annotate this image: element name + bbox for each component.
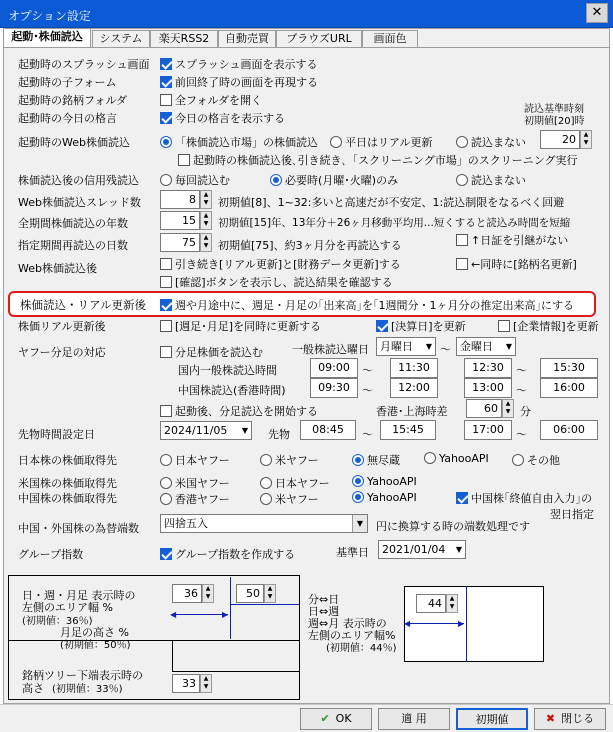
group-label: グループ指数 bbox=[18, 548, 84, 561]
us-source-label: 米国株の株価取得先 bbox=[18, 477, 117, 490]
web-opt-realtime[interactable]: 平日はリアル更新 bbox=[330, 134, 433, 150]
yahoo-label: ヤフー分足の対応 bbox=[18, 346, 106, 359]
checkbox-icon bbox=[498, 320, 510, 332]
height-divider bbox=[231, 604, 299, 605]
tz-input[interactable]: 60 bbox=[466, 399, 502, 418]
width-divider bbox=[230, 577, 231, 639]
checkbox-icon bbox=[160, 58, 172, 70]
ok-button[interactable]: ✔ OK bbox=[300, 708, 372, 730]
ref-time-spinner[interactable]: ▲ ▼ bbox=[580, 130, 592, 149]
days-note: 初期値[75]、約3ヶ月分を再読込する bbox=[218, 239, 402, 252]
chevron-down-icon: ▼ bbox=[425, 342, 432, 351]
radio-icon bbox=[456, 136, 468, 148]
minute-checkbox[interactable]: 分足株価を読込む bbox=[160, 344, 263, 360]
right-width-spinner[interactable]: ▲ ▼ bbox=[446, 594, 458, 613]
close-icon: ✖ bbox=[545, 712, 556, 725]
years-label: 全期間株価読込の年数 bbox=[18, 217, 128, 230]
radio-icon bbox=[330, 136, 342, 148]
checkbox-icon bbox=[160, 94, 172, 106]
arrow-left-icon: ◀ bbox=[404, 619, 411, 628]
monthly-height-input[interactable]: 50 bbox=[236, 584, 264, 603]
right-divider bbox=[466, 586, 467, 662]
tab-startup[interactable]: 起動･株価読込 bbox=[3, 28, 91, 48]
partial-company-checkbox[interactable]: [企業情報]を更新 bbox=[498, 318, 599, 334]
tree-height-default: (初期値：33％) bbox=[52, 684, 123, 695]
right-line2: 日⇔週 bbox=[308, 605, 340, 618]
base-date-label: 基準日 bbox=[336, 546, 369, 559]
window-close-button[interactable]: ✕ bbox=[586, 3, 608, 23]
window-title: オプション設定 bbox=[8, 9, 91, 23]
right-default: (初期値：44％) bbox=[326, 643, 397, 654]
right-line1: 分⇔日 bbox=[308, 593, 340, 606]
monthly-height-label: 月足の高さ % bbox=[60, 626, 129, 639]
domestic-time-1[interactable]: 09:00 bbox=[310, 358, 358, 378]
tilde: ～ bbox=[362, 428, 373, 441]
ref-time-label: 読込基準時刻 bbox=[524, 104, 584, 115]
after-realtime-checkbox[interactable]: 引き続き[リアル更新]と[財務データ更新]する bbox=[160, 256, 401, 272]
checkbox-icon bbox=[160, 346, 172, 358]
jp-src-yahoo-jp[interactable]: 日本ヤフー bbox=[160, 452, 230, 468]
day-inherit-checkbox[interactable]: ↑日証を引継がない bbox=[456, 232, 568, 248]
china-time-label: 中国株読込(香港時間) bbox=[178, 384, 286, 397]
partial-label: 株価リアル更新後 bbox=[18, 320, 106, 333]
tilde: ～ bbox=[362, 384, 373, 397]
chevron-down-icon: ▼ bbox=[241, 426, 248, 435]
radio-icon bbox=[512, 454, 524, 466]
cn-close-next-day: 翌日指定 bbox=[550, 508, 594, 521]
web-opt-market[interactable]: 「株価読込市場」の株価読込 bbox=[160, 134, 318, 150]
us-src-yahooapi[interactable]: YahooAPI bbox=[352, 475, 417, 488]
group-index-checkbox[interactable]: グループ指数を作成する bbox=[160, 546, 295, 562]
splash-checkbox[interactable]: スプラッシュ画面を表示する bbox=[160, 56, 318, 72]
chevron-down-icon: ▼ bbox=[505, 342, 512, 351]
credit-label: 株価読込後の信用残読込 bbox=[18, 174, 139, 187]
left-width-input[interactable]: 36 bbox=[172, 584, 202, 603]
tab-system[interactable]: システム bbox=[92, 30, 150, 47]
realtime-volume-checkbox[interactable]: 週や月途中に、週足・月足の｢出来高｣を｢1週間分・1ヶ月分の推定出来高｣にする bbox=[160, 297, 574, 313]
us-src-yahoo-us[interactable]: 米国ヤフー bbox=[160, 475, 230, 491]
checkbox-icon bbox=[160, 405, 172, 417]
monthly-height-spinner[interactable]: ▲ ▼ bbox=[264, 584, 276, 603]
right-line4: 左側のエリア幅% bbox=[308, 629, 396, 642]
tree-height-line2: 高さ bbox=[22, 682, 44, 695]
checkbox-icon bbox=[376, 320, 388, 332]
radio-icon bbox=[160, 174, 172, 186]
width-arrow-icon bbox=[174, 614, 228, 615]
realtime-label: 株価読込・リアル更新後 bbox=[20, 298, 147, 312]
tab-auto-trade[interactable]: 自動売買 bbox=[218, 30, 276, 47]
days-label: 指定期間再読込の日数 bbox=[18, 239, 128, 252]
title-bar bbox=[0, 0, 613, 28]
childform-label: 起動時の子フォーム bbox=[18, 76, 117, 89]
credit-opt-every[interactable]: 毎回読込む bbox=[160, 172, 230, 188]
right-width-input[interactable]: 44 bbox=[416, 594, 446, 613]
tree-height-line1: 銘柄ツリー下端表示時の bbox=[22, 669, 143, 682]
radio-icon bbox=[260, 454, 272, 466]
tilde: ～ bbox=[516, 364, 527, 377]
right-line3: 週⇔月 表示時の bbox=[308, 617, 387, 630]
futures-time-label: 先物 bbox=[268, 428, 290, 441]
cn-close-input-checkbox[interactable]: 中国株｢終値自由入力｣の bbox=[456, 490, 592, 506]
checkbox-icon bbox=[160, 76, 172, 88]
checkbox-icon bbox=[178, 154, 190, 166]
threads-note: 初期値[8]、1~32:多いと高速だが不安定、1:読込制限をなるべく回避 bbox=[218, 196, 565, 209]
radio-icon bbox=[160, 493, 172, 505]
screening-checkbox[interactable]: 起動時の株価読込後､引き続き､「スクリーニング市場」のスクリーニング実行 bbox=[178, 152, 578, 168]
radio-icon bbox=[352, 454, 364, 466]
tab-browse-url[interactable]: ブラウズURL bbox=[276, 30, 362, 47]
radio-icon bbox=[160, 454, 172, 466]
close-button[interactable]: ✖ 閉じる bbox=[534, 708, 606, 730]
cn-src-yahoo-us[interactable]: 米ヤフー bbox=[260, 491, 319, 507]
ref-time-input[interactable]: 20 bbox=[540, 130, 580, 149]
domestic-time-label: 国内一般株読込時間 bbox=[178, 364, 277, 377]
chevron-down-icon: ▼ bbox=[455, 545, 462, 554]
radio-icon bbox=[160, 136, 172, 148]
tz-label: 香港･上海時差 bbox=[376, 405, 448, 418]
jp-src-yahooapi[interactable]: YahooAPI bbox=[424, 452, 489, 465]
china-time-2[interactable]: 12:00 bbox=[390, 378, 438, 398]
partial-weekly-checkbox[interactable]: [週足･月足]を同時に更新する bbox=[160, 318, 321, 334]
futures-label: 先物時間設定日 bbox=[18, 428, 95, 441]
left-width-default: (初期値：36％) bbox=[22, 616, 93, 627]
ref-time-default: 初期値[20]時 bbox=[524, 116, 585, 127]
threads-spinner[interactable]: ▲ ▼ bbox=[200, 190, 212, 209]
credit-opt-none[interactable]: 読込まない bbox=[456, 172, 526, 188]
tz-unit: 分 bbox=[520, 405, 531, 418]
threads-label: Web株価読込スレッド数 bbox=[18, 196, 141, 209]
tree-height-spinner[interactable]: ▲ ▼ bbox=[200, 674, 212, 693]
china-time-4[interactable]: 16:00 bbox=[540, 378, 598, 398]
futures-time-4[interactable]: 06:00 bbox=[540, 420, 598, 440]
monthly-height-default: (初期値：50％) bbox=[60, 640, 131, 651]
tab-divider bbox=[3, 47, 610, 48]
domestic-time-3[interactable]: 12:30 bbox=[464, 358, 512, 378]
radio-icon bbox=[270, 174, 282, 186]
tilde: ～ bbox=[362, 364, 373, 377]
radio-icon bbox=[260, 477, 272, 489]
tab-screen-color[interactable]: 画面色 bbox=[362, 30, 418, 47]
fx-note: 円に換算する時の端数処理です bbox=[376, 520, 530, 533]
years-input[interactable]: 15 bbox=[160, 211, 200, 230]
domestic-time-4[interactable]: 15:30 bbox=[540, 358, 598, 378]
after-web-label: Web株価読込後 bbox=[18, 262, 97, 275]
arrow-right-icon: ▶ bbox=[222, 610, 229, 619]
domestic-time-2[interactable]: 11:30 bbox=[390, 358, 438, 378]
jp-source-label: 日本株の株価取得先 bbox=[18, 454, 117, 467]
days-spinner[interactable]: ▲ ▼ bbox=[200, 233, 212, 252]
checkbox-icon bbox=[456, 492, 468, 504]
us-src-yahoo-jp[interactable]: 日本ヤフー bbox=[260, 475, 330, 491]
threads-input[interactable]: 8 bbox=[160, 190, 200, 209]
fx-rounding-select[interactable]: 四捨五入 ▼ bbox=[160, 514, 368, 533]
base-date-select[interactable]: 2021/01/04 ▼ bbox=[378, 540, 466, 559]
arrow-left-icon: ◀ bbox=[170, 610, 177, 619]
radio-icon bbox=[160, 477, 172, 489]
weekday-tilde: ～ bbox=[440, 343, 451, 356]
credit-opt-needed[interactable]: 必要時(月曜･火曜)のみ bbox=[270, 172, 398, 188]
checkbox-icon bbox=[160, 276, 172, 288]
years-spinner[interactable]: ▲ ▼ bbox=[200, 211, 212, 230]
checkbox-icon bbox=[456, 234, 468, 246]
left-width-spinner[interactable]: ▲ ▼ bbox=[202, 584, 214, 603]
radio-icon bbox=[260, 493, 272, 505]
update-name-checkbox[interactable]: ←同時に[銘柄名更新] bbox=[456, 256, 577, 272]
checkbox-icon bbox=[456, 258, 468, 270]
left-width-line2: 左側のエリア幅 % bbox=[22, 601, 113, 614]
futures-time-1[interactable]: 08:45 bbox=[300, 420, 356, 440]
chevron-down-icon: ▼ bbox=[352, 515, 367, 532]
radio-icon bbox=[456, 174, 468, 186]
jp-src-mujinzo[interactable]: 無尽蔵 bbox=[352, 452, 400, 468]
folder-checkbox[interactable]: 全フォルダを開く bbox=[160, 92, 262, 108]
check-icon: ✔ bbox=[320, 712, 330, 725]
cn-src-yahooapi[interactable]: YahooAPI bbox=[352, 491, 417, 504]
motto-checkbox[interactable]: 今日の格言を表示する bbox=[160, 110, 285, 126]
checkbox-icon bbox=[160, 112, 172, 124]
years-note: 初期値[15]年、13年分＋26ヶ月移動平均用...短くすると読込み時間を短縮 bbox=[218, 217, 571, 229]
layout-preview-box bbox=[172, 640, 300, 672]
checkbox-icon bbox=[160, 258, 172, 270]
motto-label: 起動時の今日の格言 bbox=[18, 112, 117, 125]
futures-time-2[interactable]: 15:45 bbox=[380, 420, 436, 440]
futures-time-3[interactable]: 17:00 bbox=[464, 420, 512, 440]
checkbox-icon bbox=[160, 299, 172, 311]
right-arrow-icon bbox=[408, 623, 464, 624]
cn-src-yahoo-hk[interactable]: 香港ヤフー bbox=[160, 491, 230, 507]
tilde: ～ bbox=[516, 428, 527, 441]
splash-label: 起動時のスプラッシュ画面 bbox=[18, 58, 150, 71]
radio-icon bbox=[424, 452, 436, 464]
startup-minute-checkbox[interactable]: 起動後、分足読込を開始する bbox=[160, 403, 318, 419]
cn-source-label: 中国株の株価取得先 bbox=[18, 492, 117, 505]
weekday-to-select[interactable]: 金曜日 ▼ bbox=[456, 337, 516, 356]
jp-src-yahoo-us[interactable]: 米ヤフー bbox=[260, 452, 319, 468]
weekday-from-select[interactable]: 月曜日 ▼ bbox=[376, 337, 436, 356]
tz-spinner[interactable]: ▲ ▼ bbox=[502, 399, 514, 418]
web-startup-label: 起動時のWeb株価読込 bbox=[18, 136, 130, 149]
radio-icon bbox=[352, 491, 364, 503]
china-time-1[interactable]: 09:30 bbox=[310, 378, 358, 398]
tab-rakuten-rss[interactable]: 楽天RSS2 bbox=[150, 30, 218, 47]
apply-button[interactable]: 適 用 bbox=[378, 708, 450, 730]
futures-date-select[interactable]: 2024/11/05 ▼ bbox=[160, 421, 252, 440]
checkbox-icon bbox=[160, 320, 172, 332]
folder-label: 起動時の銘柄フォルダ bbox=[18, 94, 128, 107]
checkbox-icon bbox=[160, 548, 172, 560]
arrow-right-icon: ▶ bbox=[458, 619, 465, 628]
childform-checkbox[interactable]: 前回終了時の画面を再現する bbox=[160, 74, 318, 90]
confirm-button-checkbox[interactable]: [確認]ボタンを表示し、読込結果を確認する bbox=[160, 274, 393, 290]
fx-label: 中国・外国株の為替端数 bbox=[18, 522, 139, 535]
partial-settle-checkbox[interactable]: [決算日]を更新 bbox=[376, 318, 466, 334]
default-button[interactable]: 初期値 bbox=[456, 708, 528, 730]
tilde: ～ bbox=[516, 384, 527, 397]
web-opt-none[interactable]: 読込まない bbox=[456, 134, 526, 150]
jp-src-other[interactable]: その他 bbox=[512, 452, 560, 468]
left-width-line1: 日・週・月足 表示時の bbox=[22, 589, 136, 602]
china-time-3[interactable]: 13:00 bbox=[464, 378, 512, 398]
radio-icon bbox=[352, 475, 364, 487]
days-input[interactable]: 75 bbox=[160, 233, 200, 252]
weekday-label: 一般株読込曜日 bbox=[292, 343, 369, 356]
tree-height-input[interactable]: 33 bbox=[172, 674, 200, 693]
